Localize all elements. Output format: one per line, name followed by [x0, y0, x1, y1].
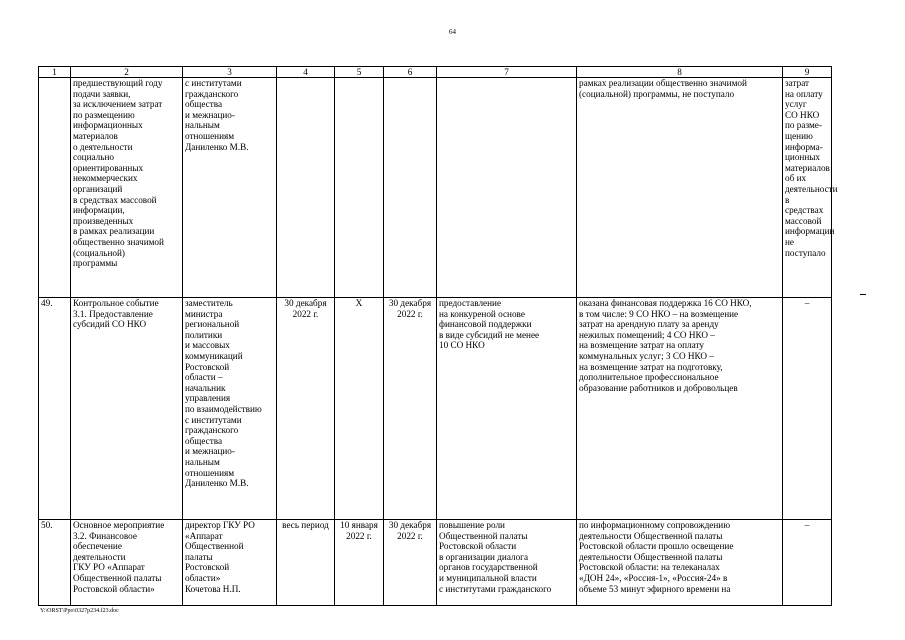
- problems-note: затрат на оплату услуг СО НКО по разме- щению информа- ционных материалов об их деятельности в средствах массовой информации не поступало: [783, 78, 832, 298]
- plan-execution-table: [38, 66, 838, 606]
- file-path-footer: Y:\ORST\Ppo\0327p234.f23.doc: [40, 608, 119, 614]
- actual-end-date: 30 декабря 2022 г.: [384, 520, 437, 606]
- planned-end-date: 10 января 2022 г.: [335, 520, 384, 606]
- column-header: 4: [277, 67, 335, 78]
- planned-end-date: [335, 78, 384, 298]
- column-header: 1: [39, 67, 71, 78]
- activity-name: предшествующий году подачи заявки, за исключением затрат по размещению информационных материалов о деятельности социально ориентированных некоммерческих организаций в средствах массовой информации, произведенных в рамках реализации общественно значимой (социальной) программы: [71, 78, 183, 298]
- row-number: 50.: [39, 520, 71, 606]
- responsible-person: заместитель министра региональной политики и массовых коммуникаций Ростовской области – начальник управления по взаимодействию с институтами гражданского общества и межнацио- нальным отношениям Даниленко М.В.: [183, 298, 277, 520]
- responsible-person: с институтами гражданского общества и межнацио- нальным отношениям Даниленко М.В.: [183, 78, 277, 298]
- achieved-result: оказана финансовая поддержка 16 СО НКО, в том числе: 9 СО НКО – на возмещение затрат на арендную плату за аренду нежилых помещений; 4 СО НКО – на возмещение затрат на оплату коммунальных услуг; 3 СО НКО – на возмещение затрат на подготовку, дополнительное профессиональное образование работников и добровольцев: [577, 298, 783, 520]
- column-header: 5: [335, 67, 384, 78]
- column-header: 2: [71, 67, 183, 78]
- planned-end-date: X: [335, 298, 384, 520]
- actual-end-date: [384, 78, 437, 298]
- row-number: [39, 78, 71, 298]
- start-date: 30 декабря 2022 г.: [277, 298, 335, 520]
- margin-tick-mark: [860, 294, 866, 295]
- activity-name: Основное мероприятие 3.2. Финансовое обеспечение деятельности ГКУ РО «Аппарат Общественной палаты Ростовской области»: [71, 520, 183, 606]
- expected-result: повышение роли Общественной палаты Ростовской области в организации диалога органов государственной и муниципальной власти с институтами гражданского: [437, 520, 577, 606]
- table-row: [39, 520, 832, 606]
- expected-result: [437, 78, 577, 298]
- column-header: 3: [183, 67, 277, 78]
- activity-name: Контрольное событие 3.1. Предоставление субсидий СО НКО: [71, 298, 183, 520]
- column-header-row: [39, 67, 832, 78]
- column-header: 8: [577, 67, 783, 78]
- problems-note: –: [783, 520, 832, 606]
- row-number: 49.: [39, 298, 71, 520]
- achieved-result: по информационному сопровождению деятельности Общественной палаты Ростовской области прошло освещение деятельности Общественной палаты Ростовской области: на телеканалах «ДОН 24», «Россия-1», «Россия-24» в объеме 53 минут эфирного времени на: [577, 520, 783, 606]
- column-header: 7: [437, 67, 577, 78]
- page-number: 64: [449, 28, 456, 36]
- responsible-person: директор ГКУ РО «Аппарат Общественной палаты Ростовской области» Кочетова Н.П.: [183, 520, 277, 606]
- column-header: 9: [783, 67, 832, 78]
- problems-note: –: [783, 298, 832, 520]
- start-date: [277, 78, 335, 298]
- table-row: [39, 78, 832, 298]
- start-date: весь период: [277, 520, 335, 606]
- expected-result: предоставление на конкуреной основе финансовой поддержки в виде субсидий не менее 10 СО НКО: [437, 298, 577, 520]
- actual-end-date: 30 декабря 2022 г.: [384, 298, 437, 520]
- table-row: [39, 298, 832, 520]
- achieved-result: рамках реализации общественно значимой (социальной) программы, не поступало: [577, 78, 783, 298]
- column-header: 6: [384, 67, 437, 78]
